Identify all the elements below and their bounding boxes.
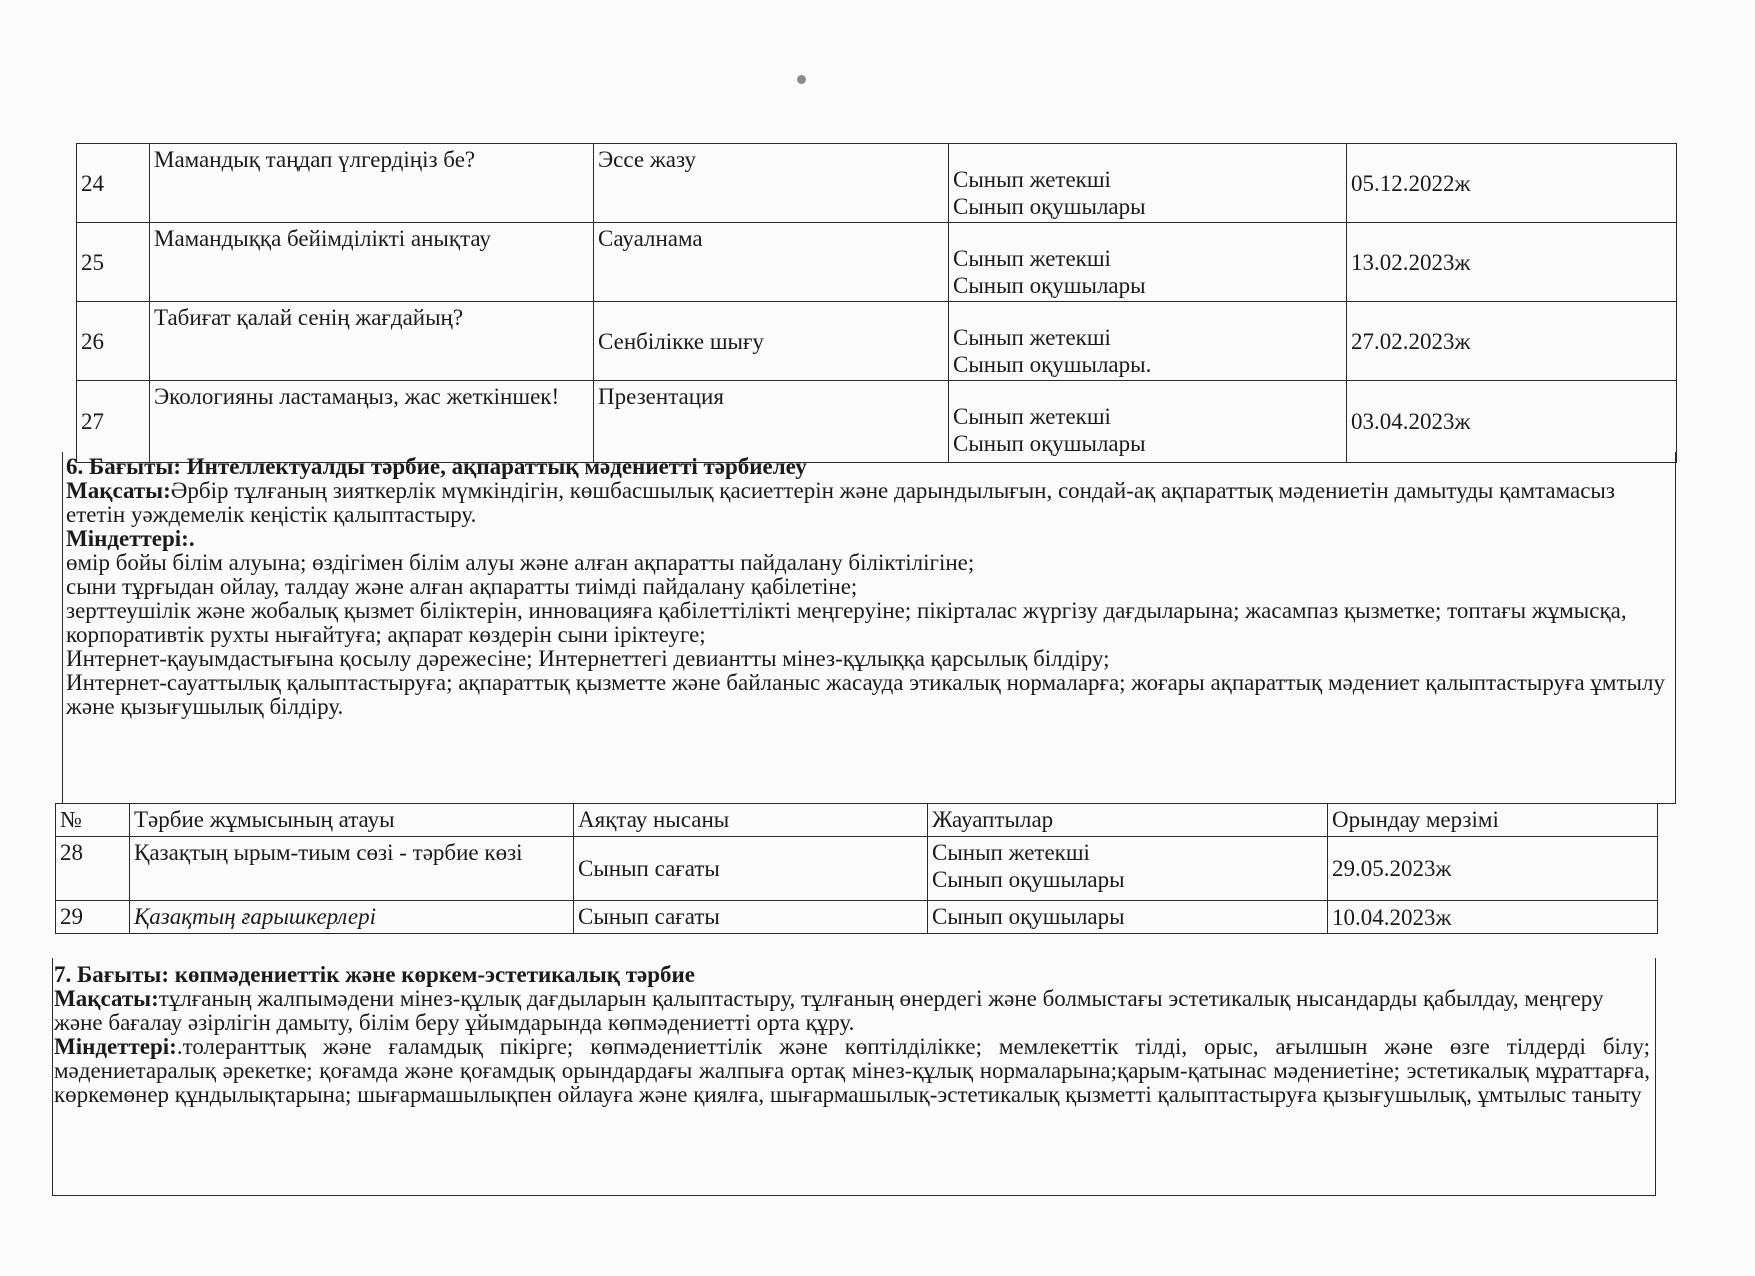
- responsible-line: Сынып оқушылары: [953, 273, 1146, 298]
- responsible-cell: [928, 901, 1328, 934]
- task-item: зерттеушілік және жобалық қызмет біліктерін, инновацияға қабілеттілікті меңгеруіне; пікірталас жүргізу дағдыларына; жасампаз қызметке; топтағы жұмысқа, корпоративтік рухты нығайтуға; ақпарат көздерін сыни іріктеуге;: [66, 598, 1627, 647]
- event-name: Қазақтың ырым-тиым сөзі - тәрбие көзі: [130, 837, 574, 901]
- header-name: Тәрбие жұмысының атауы: [130, 804, 574, 837]
- events-table-top: [76, 143, 1677, 463]
- responsible-cell: [949, 302, 1347, 381]
- section6-goal: [66, 479, 1666, 527]
- task-item: Интернет-қауымдастығына қосылу дәрежесіне; Интернеттегі девиантты мінез-құлыққа қарсылық білдіру;: [66, 646, 1110, 671]
- responsible-cell: [949, 223, 1347, 302]
- due-date: 03.04.2023ж: [1347, 381, 1677, 463]
- responsible-line: Сынып жетекші: [953, 246, 1111, 271]
- table-row: [77, 223, 1677, 302]
- table-row: [56, 837, 1658, 901]
- goal-label: Мақсаты:: [54, 986, 159, 1011]
- section6-tasks-label: Міндеттері:.: [66, 526, 195, 551]
- section7: [54, 963, 1650, 1107]
- row-number: 28: [56, 837, 130, 901]
- header-responsible: Жауаптылар: [928, 804, 1328, 837]
- due-date: 13.02.2023ж: [1347, 223, 1677, 302]
- header-form: Аяқтау нысаны: [574, 804, 928, 837]
- event-name: Мамандыққа бейімділікті анықтау: [150, 223, 594, 302]
- responsible-cell: [949, 381, 1347, 463]
- table-header-row: [56, 804, 1658, 837]
- due-date: 29.05.2023ж: [1328, 837, 1658, 901]
- tasks-text: .толеранттық және ғаламдық пікірге; көпмәдениеттілік және көптілділікке; мемлекеттік тілді, орыс, ағылшын және өзге тілдерді білу; мәдениетаралық әрекетке; қоғамда және қоғамдық орындардағы жалпыға ортақ мінез-құлық нормаларына;қарым-қатынас мәдениетіне; эстетикалық мұраттарға, көркемөнер құндылықтарына; шығармашылықпен ойлауға және қиялға, шығармашылық-эстетикалық қызметті қалыптастыруға қызығушылық, ұмтылыс таныту: [54, 1034, 1650, 1107]
- row-number: 24: [77, 144, 150, 223]
- completion-form: Сенбілікке шығу: [594, 302, 949, 381]
- table-row: [77, 302, 1677, 381]
- table-row: [56, 901, 1658, 934]
- due-date: 05.12.2022ж: [1347, 144, 1677, 223]
- due-date: 27.02.2023ж: [1347, 302, 1677, 381]
- task-item: сыни тұрғыдан ойлау, талдау және алған ақпаратты тиімді пайдалану қабілетіне;: [66, 574, 858, 599]
- responsible-line: Сынып оқушылары: [953, 194, 1146, 219]
- responsible-line: Сынып оқушылары: [932, 867, 1125, 892]
- responsible-line: Сынып жетекші: [953, 404, 1111, 429]
- tasks-label: Міндеттері:: [54, 1034, 177, 1059]
- events-table-mid: [55, 803, 1658, 934]
- responsible-line: Сынып оқушылары: [953, 431, 1146, 456]
- row-number: 25: [77, 223, 150, 302]
- table-row: [77, 144, 1677, 223]
- section7-goal: [54, 987, 1650, 1035]
- goal-text: тұлғаның жалпымәдени мінез-құлық дағдыларын қалыптастыру, тұлғаның өнердегі және болмыстағы эстетикалық нысандарды қабылдау, меңгеру және бағалау әзірлігін дамыту, білім беру ұйымдарында көпмәдениетті орта құру.: [54, 986, 1604, 1035]
- responsible-cell: [949, 144, 1347, 223]
- responsible-line: Сынып жетекші: [953, 325, 1111, 350]
- section7-heading: 7. Бағыты: көпмәдениеттік және көркем-эстетикалық тәрбие: [54, 962, 695, 987]
- goal-text: Әрбір тұлғаның зияткерлік мүмкіндігін, көшбасшылық қасиеттерін және дарындылығын, сондай-ақ ақпараттық мәдениетін дамытуды қамтамасыз ететін уәждемелік кеңістік қалыптастыру.: [66, 478, 1615, 527]
- section6-heading: 6. Бағыты: Интеллектуалды тәрбие, ақпараттық мәдениетті тәрбиелеу: [66, 454, 807, 479]
- event-name: Қазақтың ғарышкерлері: [130, 901, 574, 934]
- header-number: №: [56, 804, 130, 837]
- responsible-line: Сынып жетекші: [932, 840, 1090, 865]
- goal-label: Мақсаты:: [66, 478, 171, 503]
- row-number: 27: [77, 381, 150, 463]
- due-date: 10.04.2023ж: [1328, 901, 1658, 934]
- completion-form: Эссе жазу: [594, 144, 949, 223]
- scan-speck: [797, 75, 806, 84]
- event-name: Мамандық таңдап үлгердіңіз бе?: [150, 144, 594, 223]
- completion-form: Сауалнама: [594, 223, 949, 302]
- responsible-line: Сынып оқушылары.: [953, 352, 1152, 377]
- completion-form: Презентация: [594, 381, 949, 463]
- responsible-line: Сынып жетекші: [953, 167, 1111, 192]
- header-date: Орындау мерзімі: [1328, 804, 1658, 837]
- completion-form: Сынып сағаты: [574, 901, 928, 934]
- event-name: Экологияны ластамаңыз, жас жеткіншек!: [150, 381, 594, 463]
- table-row: [77, 381, 1677, 463]
- section6: [66, 455, 1666, 719]
- section7-tasks: [54, 1035, 1650, 1107]
- task-item: өмір бойы білім алуына; өздігімен білім алуы және алған ақпаратты пайдалану біліктілігіне;: [66, 550, 975, 575]
- task-item: Интернет-сауаттылық қалыптастыруға; ақпараттық қызметте және байланыс жасауда этикалық нормаларға; жоғары ақпараттық мәдениет қалыптастыруға ұмтылу және қызығушылық білдіру.: [66, 670, 1665, 719]
- row-number: 29: [56, 901, 130, 934]
- row-number: 26: [77, 302, 150, 381]
- responsible-line: Сынып оқушылары: [932, 904, 1125, 929]
- completion-form: Сынып сағаты: [574, 837, 928, 901]
- responsible-cell: [928, 837, 1328, 901]
- event-name: Табиғат қалай сенің жағдайың?: [150, 302, 594, 381]
